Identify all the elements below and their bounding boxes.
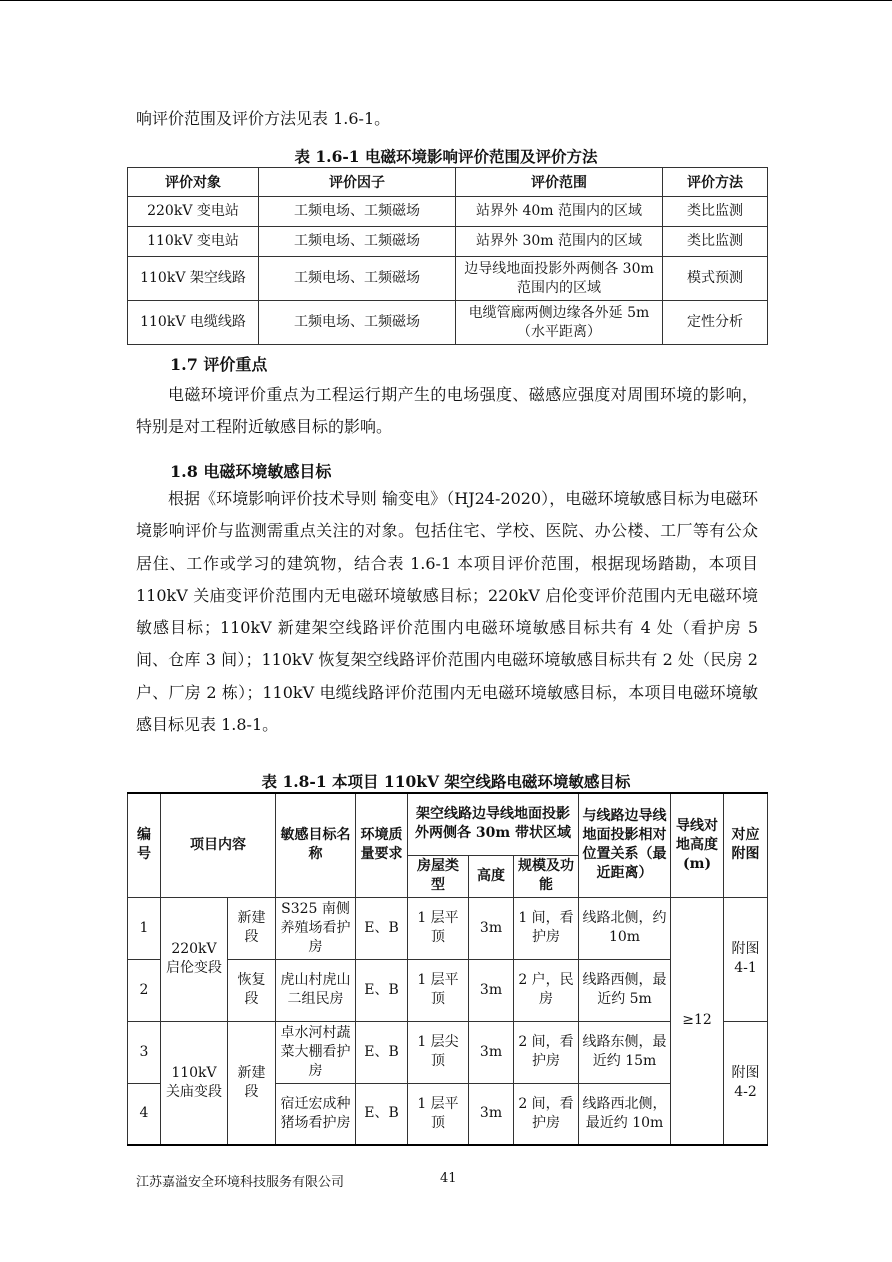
height-cell: 3m bbox=[469, 897, 514, 959]
height-cell: 3m bbox=[469, 1083, 514, 1145]
table-cell: 边导线地面投影外两侧各 30m 范围内的区域 bbox=[456, 257, 663, 301]
quality-cell: E、B bbox=[356, 1083, 408, 1145]
header-cell: 评价范围 bbox=[456, 168, 663, 197]
target-name: 宿迁宏成种猪场看护房 bbox=[276, 1083, 356, 1145]
evaluation-scope-table bbox=[127, 167, 768, 345]
target-name: 虎山村虎山二组民房 bbox=[276, 959, 356, 1021]
table-row bbox=[128, 301, 768, 345]
height-cell: 3m bbox=[469, 1021, 514, 1083]
section-1-8-heading: 1.8 电磁环境敏感目标 bbox=[170, 462, 332, 481]
figure-cell: 附图4-2 bbox=[724, 1021, 768, 1145]
header-position: 与线路边导线地面投影相对位置关系（最近距离） bbox=[579, 793, 671, 897]
table2-caption: 表 1.8-1 本项目 110kV 架空线路电磁环境敏感目标 bbox=[261, 772, 631, 791]
scale-cell: 2 间，看护房 bbox=[514, 1021, 579, 1083]
intro-text: 响评价范围及评价方法见表 1.6-1。 bbox=[136, 109, 391, 128]
table-cell: 110kV 电缆线路 bbox=[128, 301, 259, 345]
header-num: 编号 bbox=[128, 793, 161, 897]
header-height: 高度 bbox=[469, 855, 514, 897]
subsegment-cell: 新建段 bbox=[228, 1021, 276, 1145]
table-cell: 站界外 30m 范围内的区域 bbox=[456, 227, 663, 257]
table-row bbox=[128, 257, 768, 301]
table-cell: 工频电场、工频磁场 bbox=[259, 301, 456, 345]
house-type-cell: 1 层平顶 bbox=[408, 959, 469, 1021]
header-project: 项目内容 bbox=[161, 793, 276, 897]
table-cell: 类比监测 bbox=[663, 197, 768, 227]
wire-height-cell: ≥12 bbox=[671, 897, 724, 1145]
header-quality: 环境质量要求 bbox=[356, 793, 408, 897]
scale-cell: 2 户，民房 bbox=[514, 959, 579, 1021]
table-row bbox=[128, 197, 768, 227]
scale-cell: 1 间，看护房 bbox=[514, 897, 579, 959]
section-1-7-heading: 1.7 评价重点 bbox=[170, 355, 268, 374]
sensitive-targets-table bbox=[127, 792, 768, 1146]
table1-caption: 表 1.6-1 电磁环境影响评价范围及评价方法 bbox=[294, 147, 598, 166]
table-cell: 类比监测 bbox=[663, 227, 768, 257]
header-cell: 评价对象 bbox=[128, 168, 259, 197]
header-house-type: 房屋类型 bbox=[408, 855, 469, 897]
table-cell: 模式预测 bbox=[663, 257, 768, 301]
subsegment-cell: 新建段 bbox=[228, 897, 276, 959]
segment-cell: 110kV 关庙变段 bbox=[161, 1021, 228, 1145]
table-row bbox=[128, 227, 768, 257]
segment-cell: 220kV 启伦变段 bbox=[161, 897, 228, 1021]
header-target: 敏感目标名称 bbox=[276, 793, 356, 897]
table-cell: 110kV 变电站 bbox=[128, 227, 259, 257]
height-cell: 3m bbox=[469, 959, 514, 1021]
table-cell: 工频电场、工频磁场 bbox=[259, 227, 456, 257]
position-cell: 线路西北侧，最近约 10m bbox=[579, 1083, 671, 1145]
target-name: S325 南侧养殖场看护房 bbox=[276, 897, 356, 959]
row-num: 1 bbox=[128, 897, 161, 959]
table-cell: 220kV 变电站 bbox=[128, 197, 259, 227]
house-type-cell: 1 层平顶 bbox=[408, 1083, 469, 1145]
position-cell: 线路西侧，最近约 5m bbox=[579, 959, 671, 1021]
header-wire-height: 导线对地高度(m) bbox=[671, 793, 724, 897]
quality-cell: E、B bbox=[356, 1021, 408, 1083]
house-type-cell: 1 层尖顶 bbox=[408, 1021, 469, 1083]
header-rule bbox=[0, 0, 892, 1]
header-figure: 对应附图 bbox=[724, 793, 768, 897]
page-number: 41 bbox=[440, 1171, 457, 1186]
figure-cell: 附图4-1 bbox=[724, 897, 768, 1021]
row-num: 2 bbox=[128, 959, 161, 1021]
header-cell: 评价因子 bbox=[259, 168, 456, 197]
table-row bbox=[128, 897, 768, 959]
table-cell: 站界外 40m 范围内的区域 bbox=[456, 197, 663, 227]
section-1-7-text: 电磁环境评价重点为工程运行期产生的电场强度、磁感应强度对周围环境的影响，特别是对工程附近敏感目标的影响。 bbox=[136, 385, 758, 437]
house-type-cell: 1 层平顶 bbox=[408, 897, 469, 959]
target-name: 卓水河村蔬菜大棚看护房 bbox=[276, 1021, 356, 1083]
table-cell: 工频电场、工频磁场 bbox=[259, 257, 456, 301]
quality-cell: E、B bbox=[356, 897, 408, 959]
footer-company: 江苏嘉溢安全环境科技服务有限公司 bbox=[136, 1175, 345, 1190]
subsegment-cell: 恢复段 bbox=[228, 959, 276, 1021]
table-cell: 电缆管廊两侧边缘各外延 5m（水平距离） bbox=[456, 301, 663, 345]
position-cell: 线路北侧，约 10m bbox=[579, 897, 671, 959]
table-header-row bbox=[128, 793, 768, 855]
table-cell: 110kV 架空线路 bbox=[128, 257, 259, 301]
row-num: 4 bbox=[128, 1083, 161, 1145]
header-band-area: 架空线路边导线地面投影外两侧各 30m 带状区域 bbox=[408, 793, 579, 855]
position-cell: 线路东侧，最近约 15m bbox=[579, 1021, 671, 1083]
scale-cell: 2 间，看护房 bbox=[514, 1083, 579, 1145]
table-cell: 定性分析 bbox=[663, 301, 768, 345]
header-cell: 评价方法 bbox=[663, 168, 768, 197]
section-1-8-text: 根据《环境影响评价技术导则 输变电》（HJ24-2020），电磁环境敏感目标为电磁环境影响评价与监测需重点关注的对象。包括住宅、学校、医院、办公楼、工厂等有公众居住、工作或学习的建筑物，结合表 1.6-1 本项目评价范围，根据现场踏勘，本项目 110kV 关庙变评价范围内无电磁环境敏感目标；220kV 启伦变评价范围内无电磁环境敏感目标；110kV 新建架空线路评价范围内电磁环境敏感目标共有 4 处（看护房 5 间、仓库 3 间）；110kV 恢复架空线路评价范围内电磁环境敏感目标共有 2 处（民房 2 户、厂房 2 栋）；110kV 电缆线路评价范围内无电磁环境敏感目标，本项目电磁环境敏感目标见表 1.8-1。 bbox=[136, 489, 758, 735]
table-header-row bbox=[128, 168, 768, 197]
row-num: 3 bbox=[128, 1021, 161, 1083]
header-scale: 规模及功能 bbox=[514, 855, 579, 897]
table-cell: 工频电场、工频磁场 bbox=[259, 197, 456, 227]
quality-cell: E、B bbox=[356, 959, 408, 1021]
